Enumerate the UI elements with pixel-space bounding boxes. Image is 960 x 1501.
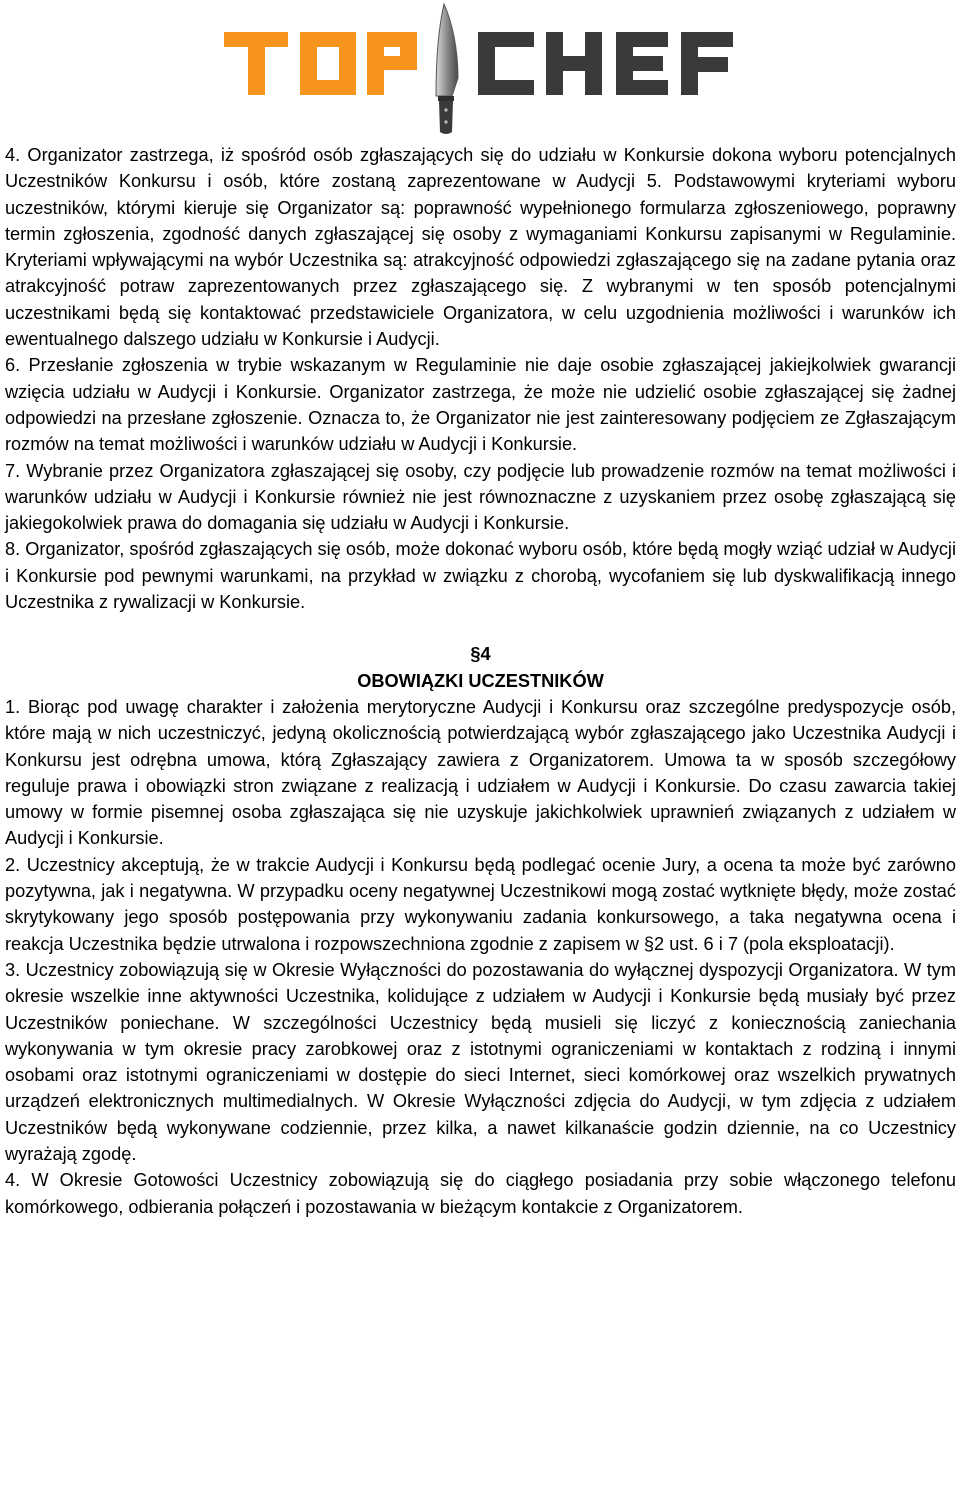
section-title: OBOWIĄZKI UCZESTNIKÓW xyxy=(357,670,604,691)
paragraph: 8. Organizator, spośród zgłaszających się osób, może dokonać wyboru osób, które będą mogły wziąć udział w Audycji i Konkursie pod pewnymi warunkami, na przykład w związku z chorobą, wycofaniem się lub dyskwalifikacją innego Uczestnika z rywalizacji w Konkursie. xyxy=(5,539,956,613)
paragraph: 4. W Okresie Gotowości Uczestnicy zobowiązują się do ciągłego posiadania przy sobie włączonego telefonu komórkowego, odbierania połączeń i pozostawania w bieżącym kontakcie z Organizatorem. xyxy=(5,1170,956,1217)
document-body xyxy=(5,142,956,1220)
top-chef-logo-graphic xyxy=(0,0,960,140)
paragraph: 4. Organizator zastrzega, iż spośród osób zgłaszających się do udziału w Konkursie dokona wyboru potencjalnych Uczestników Konkursu i osób, które zostaną zaprezentowane w Audycji 5. Podstawowymi kryteriami wyboru uczestników, którymi kieruje się Organizator są: poprawność wypełnionego formularza zgłoszeniowego, poprawny termin zgłoszenia, zgodność danych zgłaszającej się osoby z wymaganiami Konkursu zapisanymi w Regulaminie. Kryteriami wpływającymi na wybór Uczestnika są: atrakcyjność odpowiedzi zgłaszającego się na zadane pytania oraz atrakcyjność potraw zaprezentowanych przez zgłaszającego się. Z wybranymi w ten sposób potencjalnymi uczestnikami będą się kontaktować przedstawiciele Organizatora, w celu uzgodnienia możliwości i warunków ich ewentualnego dalszego udziału w Konkursie i Audycji. xyxy=(5,145,956,350)
paragraph: 6. Przesłanie zgłoszenia w trybie wskazanym w Regulaminie nie daje osobie zgłaszającej jakiejkolwiek gwarancji wzięcia udziału w Audycji i Konkursie. Organizator zastrzega, że może nie udzielić osobie zgłaszającej się żadnej odpowiedzi na przesłane zgłoszenie. Oznacza to, że Organizator nie jest zainteresowany podjęciem ze Zgłaszającym rozmów na temat możliwości i warunków udziału w Audycji i Konkursie. xyxy=(5,355,956,455)
section-number: §4 xyxy=(470,644,491,665)
top-chef-logo xyxy=(0,0,960,140)
logo-word-top xyxy=(224,32,417,95)
logo-word-chef xyxy=(478,32,733,95)
paragraph: 2. Uczestnicy akceptują, że w trakcie Audycji i Konkursu będą podlegać ocenie Jury, a ocena ta może być zarówno pozytywna, jak i negatywna. W przypadku oceny negatywnej Uczestnikowi mogą zostać wytknięte błędy, może zostać skrytykowany jego sposób postępowania przy wykonywaniu zadania konkursowego, a taka negatywna ocena i reakcja Uczestnika będzie utrwalona i rozpowszechniona zgodnie z zapisem w §2 ust. 6 i 7 (pola eksploatacji). xyxy=(5,854,956,954)
paragraph: 3. Uczestnicy zobowiązują się w Okresie Wyłączności do pozostawania do wyłącznej dyspozycji Organizatora. W tym okresie wszelkie inne aktywności Uczestnika, kolidujące z udziałem w Audycji i Konkursie będą musiały być przez Uczestników poniechane. W szczególności Uczestnicy będą musieli się liczyć z koniecznością zaniechania wykonywania w tym okresie pracy zarobkowej oraz z istotnymi ograniczeniami w kontaktach z rodziną i innymi osobami oraz istotnymi ograniczeniami w dostępie do sieci Internet, sieci komórkowej oraz wszelkich prywatnych urządzeń elektronicznych multimedialnych. W Okresie Wyłączności zdjęcia do Audycji, w tym zdjęcia z udziałem Uczestników będą wykonywane codziennie, przez kilka, a nawet kilkanaście godzin dziennie, na co Uczestnicy wyrażają zgodę. xyxy=(5,959,956,1164)
paragraph: 1. Biorąc pod uwagę charakter i założenia merytoryczne Audycji i Konkursu oraz szczególne predyspozycje osób, które mają w nich uczestniczyć, jedyną okolicznością potwierdzającą wybór zgłaszającego jako Uczestnika Audycji i Konkursu jest odrębna umowa, którą Zgłaszający zawiera z Organizatorem. Umowa ta w sposób szczegółowy reguluje prawa i obowiązki stron związane z realizacją i udziałem w Audycji i Konkursie. Do czasu zawarcia takiej umowy w formie pisemnej osoba zgłaszająca się nie uzyskuje jakichkolwiek uprawnień związanych z udziałem w Audycji i Konkursie. xyxy=(5,696,956,849)
chef-knife-icon xyxy=(436,4,458,134)
paragraph: 7. Wybranie przez Organizatora zgłaszającej się osoby, czy podjęcie lub prowadzenie rozmów na temat możliwości i warunków udziału w Audycji i Konkursie również nie jest równoznaczne z uzyskaniem przez osobę zgłaszającą się jakiegokolwiek prawa do domagania się udziału w Audycji i Konkursie. xyxy=(5,460,956,534)
